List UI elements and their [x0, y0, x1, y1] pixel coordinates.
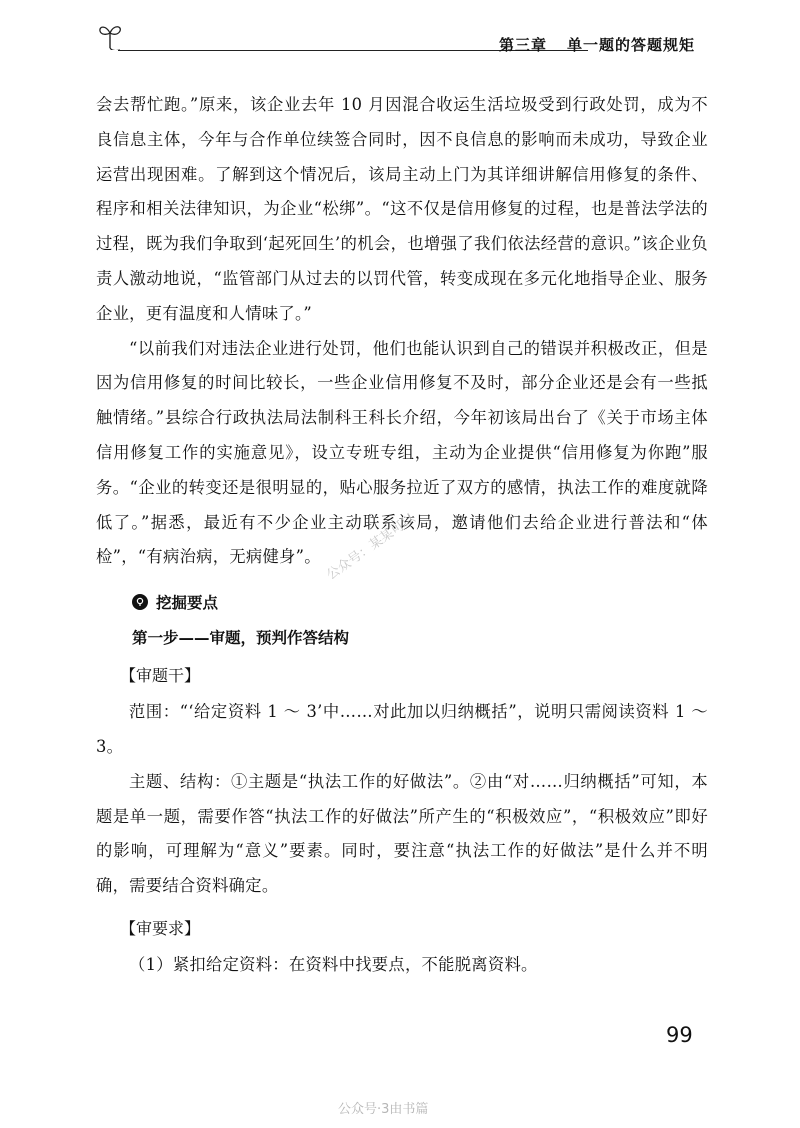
page-number: 99 [666, 1023, 693, 1047]
requirement-item-1: （1）紧扣给定资料：在资料中找要点，不能脱离资料。 [129, 954, 538, 974]
paragraph-2: “以前我们对违法企业进行处罚，他们也能认识到自己的错误并积极改正，但是因为信用修复的时间比较长，一些企业信用修复不及时，部分企业还是会有一些抵触情绪。”县综合行政执法局法制科王科长介绍，今年初该局出台了《关于市场主体信用修复工作的实施意见》，设立专班专组，主动为企业提供“信用修复为你跑”服务。“企业的转变还是很明显的，贴心服务拉近了双方的感情，执法工作的难度就降低了。”据悉，最近有不少企业主动联系该局，邀请他们去给企业进行普法和“体检”，“有病治病，无病健身”。 [96, 338, 708, 567]
structure-paragraph: 主题、结构：①主题是“执法工作的好做法”。②由“对……归纳概括”可知，本题是单一题，需要作答“执法工作的好做法”所产生的“积极效应”，“积极效应”即好的影响，可理解为“意义”要素。同时，要注意“执法工作的好做法”是什么并不明确，需要结合资料确定。 [96, 771, 708, 896]
scope-paragraph: 范围：“‘给定资料 1 ～ 3’中……对此加以归纳概括”，说明只需阅读资料 1 ～ 3。 [96, 702, 708, 756]
section-heading [96, 585, 708, 619]
step-heading: 第一步——审题，预判作答结构 [132, 629, 350, 648]
sprout-icon [96, 20, 124, 50]
chapter-title: 单一题的答题规矩 [567, 36, 696, 54]
page-body [96, 88, 708, 983]
page-header [96, 18, 736, 58]
paragraph-1: 会去帮忙跑。”原来，该企业去年 10 月因混合收运生活垃圾受到行政处罚，成为不良信息主体，今年与合作单位续签合同时，因不良信息的影响而未成功，导致企业运营出现困难。了解到这个情况后，该局主动上门为其详细讲解信用修复的条件、程序和相关法律知识，为企业“松绑”。“这不仅是信用修复的过程，也是普法学法的过程，既为我们争取到‘起死回生’的机会，也增强了我们依法经营的意识。”该企业负责人激动地说，“监管部门从过去的以罚代管，转变成现在多元化地指导企业、服务企业，更有温度和人情味了。” [96, 95, 708, 323]
header-title [499, 34, 695, 55]
footer-watermark: 公众号·3由书篇 [338, 1102, 429, 1117]
bracket-heading-1: 【审题干】 [120, 666, 201, 686]
watermark: 公众号：某某可以 [324, 511, 419, 584]
bulb-icon [132, 594, 148, 610]
chapter-label: 第三章 [499, 36, 548, 54]
bracket-heading-2: 【审要求】 [120, 918, 201, 938]
section-title: 挖掘要点 [156, 594, 219, 613]
